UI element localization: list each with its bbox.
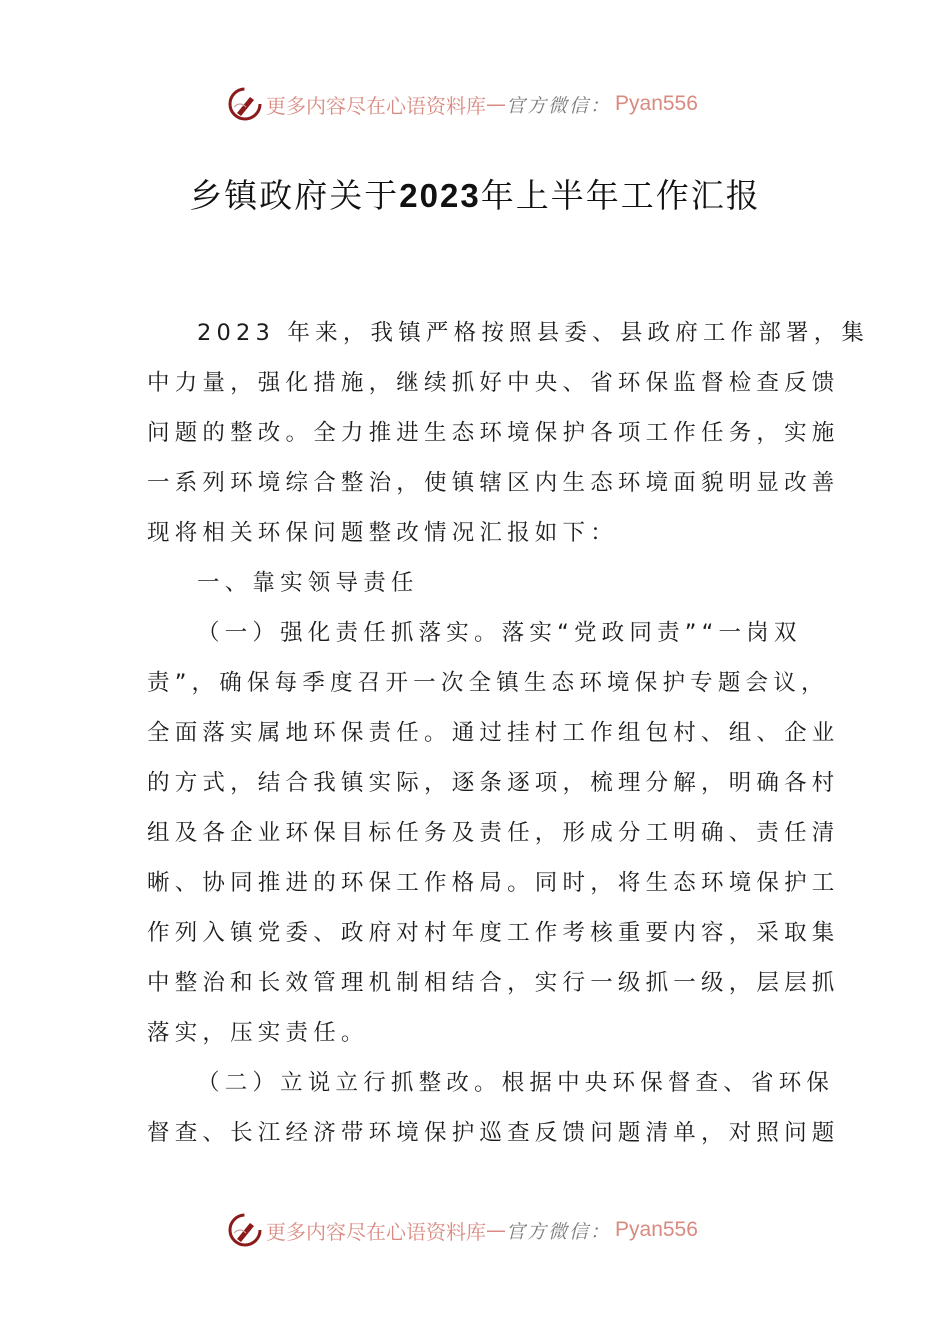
body-line: 督查、长江经济带环境保护巡查反馈问题清单，对照问题 — [147, 1120, 840, 1146]
body-line: 问题的整改。全力推进生态环境保护各项工作任务，实施 — [147, 420, 840, 446]
body-line: 的方式，结合我镇实际，逐条逐项，梳理分解，明确各村 — [147, 770, 840, 796]
watermark-official-label: 官方微信： — [506, 94, 612, 117]
quill-pen-logo-icon — [228, 87, 262, 121]
body-line: 作列入镇党委、政府对村年度工作考核重要内容，采取集 — [147, 920, 840, 946]
watermark-dash: — — [486, 92, 506, 116]
document-title — [0, 170, 950, 217]
body-line: 落实，压实责任。 — [147, 1020, 369, 1046]
body-line: 现将相关环保问题整改情况汇报如下： — [147, 520, 618, 546]
title-prefix: 乡镇政府关于 — [189, 176, 400, 215]
watermark-site-text: 更多内容尽在心语资料库 — [266, 1219, 486, 1244]
body-line: 2023 年来，我镇严格按照县委、县政府工作部署，集 — [197, 320, 870, 346]
footer-watermark — [228, 1210, 698, 1250]
watermark-official-label: 官方微信： — [506, 1220, 612, 1243]
section-heading: 一、靠实领导责任 — [197, 570, 419, 596]
body-line: 一系列环境综合整治，使镇辖区内生态环境面貌明显改善 — [147, 470, 840, 496]
watermark-wechat-id: Pyan556 — [615, 92, 698, 115]
body-line: 责”，确保每季度召开一次全镇生态环境保护专题会议， — [147, 670, 829, 696]
body-line: 中力量，强化措施，继续抓好中央、省环保监督检查反馈 — [147, 370, 840, 396]
body-line: 组及各企业环保目标任务及责任，形成分工明确、责任清 — [147, 820, 840, 846]
subsection-heading-line: （一）强化责任抓落实。落实“党政同责”“一岗双 — [197, 620, 802, 646]
title-year: 2023 — [399, 177, 481, 214]
title-suffix: 年上半年工作汇报 — [480, 176, 761, 215]
quill-pen-logo-icon — [228, 1213, 262, 1247]
watermark-site-text: 更多内容尽在心语资料库 — [266, 93, 486, 118]
watermark-wechat-id: Pyan556 — [615, 1218, 698, 1241]
header-watermark — [228, 84, 698, 124]
body-line: 全面落实属地环保责任。通过挂村工作组包村、组、企业 — [147, 720, 840, 746]
subsection-heading-line: （二）立说立行抓整改。根据中央环保督查、省环保 — [197, 1070, 835, 1096]
document-body — [147, 312, 870, 1162]
body-line: 中整治和长效管理机制相结合，实行一级抓一级，层层抓 — [147, 970, 840, 996]
watermark-dash: — — [486, 1218, 506, 1242]
body-line: 晰、协同推进的环保工作格局。同时，将生态环境保护工 — [147, 870, 840, 896]
